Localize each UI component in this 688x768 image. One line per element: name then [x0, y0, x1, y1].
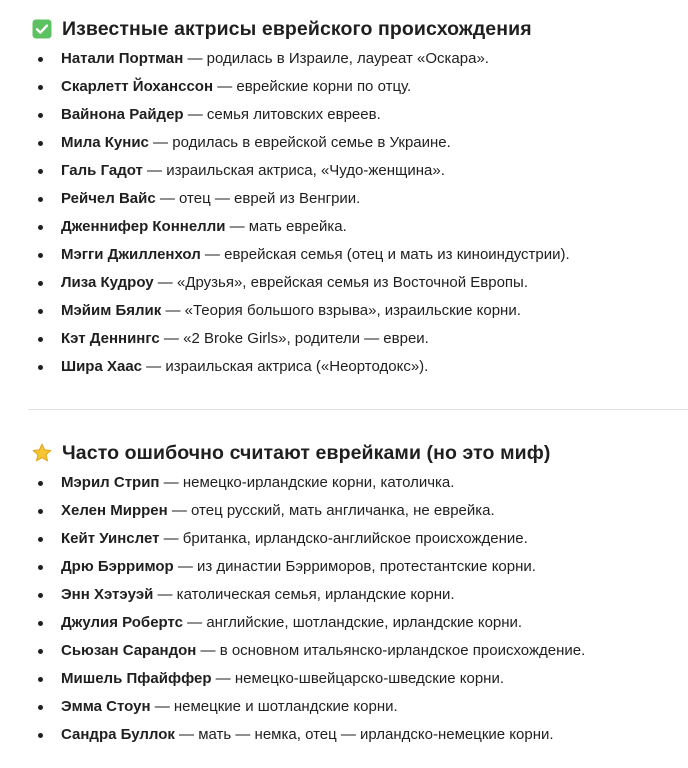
- actress-description: — семья литовских евреев.: [183, 106, 381, 123]
- actress-name: Мэгги Джилленхол: [61, 246, 201, 263]
- actress-name: Галь Гадот: [61, 162, 143, 179]
- list-item: [0, 665, 688, 693]
- bullet: [38, 309, 43, 314]
- bullet: [38, 649, 43, 654]
- actress-description: — католическая семья, ирландские корни.: [153, 586, 455, 603]
- bullet: [38, 225, 43, 230]
- bullet: [38, 253, 43, 258]
- bullet: [38, 481, 43, 486]
- actress-description: — отец русский, мать англичанка, не еврейка.: [167, 502, 495, 519]
- section-divider: [28, 409, 688, 410]
- actress-description: — израильская актриса, «Чудо-женщина».: [142, 162, 445, 179]
- actress-list: [0, 45, 688, 381]
- actress-description: — еврейские корни по отцу.: [213, 78, 412, 95]
- bullet: [38, 705, 43, 710]
- bullet: [38, 537, 43, 542]
- actress-name: Дженнифер Коннелли: [61, 218, 226, 235]
- actress-description: — израильская актриса («Неортодокс»).: [142, 358, 429, 375]
- myth-list: [0, 469, 688, 749]
- list-item: [0, 269, 688, 297]
- list-item: [0, 581, 688, 609]
- bullet: [38, 169, 43, 174]
- list-item: [0, 297, 688, 325]
- actress-name: Мэйим Бялик: [61, 302, 162, 319]
- list-item: [0, 157, 688, 185]
- bullet: [38, 113, 43, 118]
- actress-description: — отец — еврей из Венгрии.: [155, 190, 361, 207]
- bullet: [38, 733, 43, 738]
- section-heading: [32, 438, 688, 468]
- list-item: [0, 693, 688, 721]
- actress-description: — в основном итальянско-ирландское происхождение.: [196, 642, 586, 659]
- list-item: [0, 553, 688, 581]
- actress-description: — английские, шотландские, ирландские корни.: [183, 614, 523, 631]
- actress-name: Мила Кунис: [61, 134, 149, 151]
- bullet: [38, 281, 43, 286]
- list-item: [0, 525, 688, 553]
- bullet: [38, 365, 43, 370]
- star-icon: [32, 443, 52, 463]
- actress-name: Кейт Уинслет: [61, 530, 160, 547]
- actress-name: Хелен Миррен: [61, 502, 168, 519]
- list-item: [0, 213, 688, 241]
- actress-name: Эмма Стоун: [61, 698, 151, 715]
- actress-description: — родилась в Израиле, лауреат «Оскара».: [183, 50, 489, 67]
- actress-name: Энн Хэтэуэй: [61, 586, 154, 603]
- actress-description: — мать — немка, отец — ирландско-немецкие корни.: [174, 726, 554, 743]
- actress-description: — еврейская семья (отец и мать из киноиндустрии).: [200, 246, 570, 263]
- actress-description: — немецкие и шотландские корни.: [150, 698, 398, 715]
- actress-name: Вайнона Райдер: [61, 106, 184, 123]
- actress-name: Натали Портман: [61, 50, 184, 67]
- actress-description: — родилась в еврейской семье в Украине.: [148, 134, 451, 151]
- list-item: [0, 45, 688, 73]
- list-item: [0, 721, 688, 749]
- actress-name: Сандра Буллок: [61, 726, 175, 743]
- actress-description: — немецко-ирландские корни, католичка.: [159, 474, 455, 491]
- actress-name: Кэт Деннингс: [61, 330, 160, 347]
- section-jewish-actresses: [0, 14, 688, 381]
- bullet: [38, 593, 43, 598]
- actress-description: — британка, ирландско-английское происхождение.: [159, 530, 528, 547]
- actress-description: — «Теория большого взрыва», израильские корни.: [161, 302, 521, 319]
- bullet: [38, 85, 43, 90]
- check-mark-button-icon: [32, 19, 52, 39]
- actress-name: Сьюзан Сарандон: [61, 642, 197, 659]
- list-item: [0, 497, 688, 525]
- actress-description: — из династии Бэрриморов, протестантские корни.: [173, 558, 536, 575]
- list-item: [0, 609, 688, 637]
- bullet: [38, 677, 43, 682]
- actress-name: Лиза Кудроу: [61, 274, 154, 291]
- bullet: [38, 509, 43, 514]
- actress-description: — «Друзья», еврейская семья из Восточной Европы.: [153, 274, 529, 291]
- actress-description: — «2 Broke Girls», родители — евреи.: [159, 330, 429, 347]
- section-title: Известные актрисы еврейского происхождения: [62, 17, 532, 40]
- bullet: [38, 337, 43, 342]
- list-item: [0, 185, 688, 213]
- list-item: [0, 73, 688, 101]
- actress-name: Мишель Пфайффер: [61, 670, 212, 687]
- bullet: [38, 565, 43, 570]
- list-item: [0, 637, 688, 665]
- actress-name: Рейчел Вайс: [61, 190, 156, 207]
- list-item: [0, 129, 688, 157]
- section-myths: [0, 438, 688, 749]
- bullet: [38, 57, 43, 62]
- bullet: [38, 141, 43, 146]
- actress-description: — мать еврейка.: [225, 218, 347, 235]
- list-item: [0, 353, 688, 381]
- list-item: [0, 325, 688, 353]
- section-heading: [32, 14, 688, 44]
- section-title: Часто ошибочно считают еврейками (но это миф): [62, 441, 551, 464]
- actress-description: — немецко-швейцарско-шведские корни.: [211, 670, 504, 687]
- bullet: [38, 621, 43, 626]
- list-item: [0, 241, 688, 269]
- list-item: [0, 469, 688, 497]
- bullet: [38, 197, 43, 202]
- actress-name: Шира Хаас: [61, 358, 142, 375]
- actress-name: Скарлетт Йоханссон: [61, 78, 214, 95]
- actress-name: Мэрил Стрип: [61, 474, 160, 491]
- list-item: [0, 101, 688, 129]
- actress-name: Дрю Бэрримор: [61, 558, 174, 575]
- actress-name: Джулия Робертс: [61, 614, 183, 631]
